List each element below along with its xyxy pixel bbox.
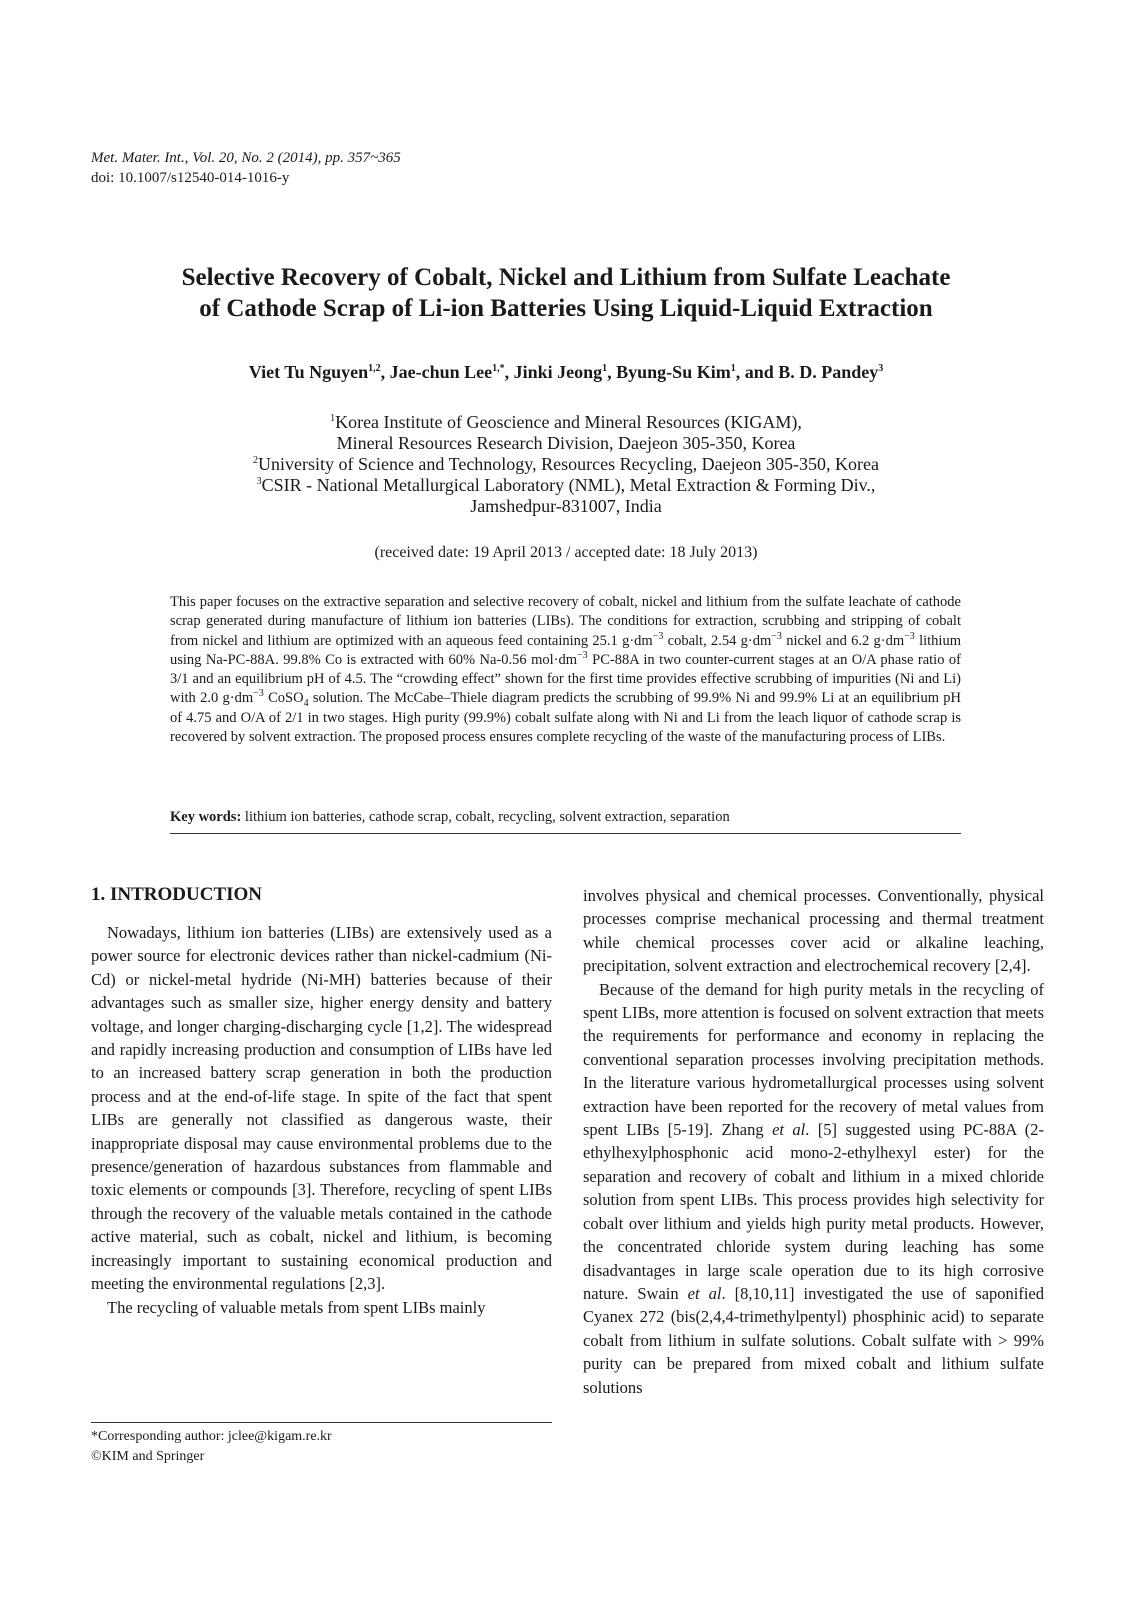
author-name: Viet Tu Nguyen bbox=[248, 362, 369, 382]
author-sep: , and bbox=[735, 362, 779, 382]
et-al: et al bbox=[687, 1283, 722, 1303]
affil-text: Korea Institute of Geoscience and Mineral Resources (KIGAM), bbox=[335, 412, 802, 432]
paper-title bbox=[60, 262, 1072, 324]
abstract-text: nickel and 6.2 g·dm bbox=[781, 632, 905, 649]
keywords bbox=[170, 808, 961, 827]
abstract-sup: −3 bbox=[771, 630, 782, 642]
affiliation-line bbox=[60, 454, 1072, 475]
right-column bbox=[583, 884, 1044, 1399]
abstract-sup: −3 bbox=[577, 650, 588, 662]
author-name: Byung-Su Kim bbox=[616, 362, 731, 382]
author-affil-mark: 1,2 bbox=[368, 363, 381, 374]
abstract-text: solution. The McCabe–Thiele diagram predicts the scrubbing of 99.9% Ni and 99.9% Li at an equilibrium pH of 4.75 and O/A of 2/1 in two stages. High purity (99.9%) cobalt sulfate along with Ni and Li from the leach liquor of cathode scrap is recovered by solvent extraction. The proposed process ensures complete recycling of the waste of the manufacturing process of LIBs. bbox=[170, 690, 962, 746]
et-al: et al bbox=[772, 1120, 806, 1140]
corresponding-author-note: *Corresponding author: jclee@kigam.re.kr bbox=[91, 1429, 332, 1444]
affiliations bbox=[60, 412, 1072, 517]
abstract-text: CoSO bbox=[263, 690, 304, 707]
left-column bbox=[91, 883, 552, 1319]
body-text: . [5] suggested using PC-88A (2-ethylhexylphosphonic acid mono-2-ethylhexyl ester) for the separation and recovery of cobalt and lithium in a mixed chloride solution from spent LIBs. This process provides high selectivity for cobalt over lithium and yields high purity metal products. However, the concentrated chloride system during leaching has some disadvantages in large scale operation due to its high corrosive nature. Swain bbox=[583, 1120, 1044, 1303]
author-affil-mark: 3 bbox=[878, 363, 884, 374]
affil-text: University of Science and Technology, Resources Recycling, Daejeon 305-350, Korea bbox=[257, 454, 880, 474]
abstract-text: cobalt, 2.54 g·dm bbox=[663, 632, 772, 649]
title-line: of Cathode Scrap of Li-ion Batteries Using Liquid-Liquid Extraction bbox=[199, 295, 933, 322]
doi: doi: 10.1007/s12540-014-1016-y bbox=[91, 170, 290, 186]
body-paragraph: The recycling of valuable metals from spent LIBs mainly bbox=[107, 1297, 486, 1317]
abstract-text: lithium using Na-PC-88A. 99.8% Co is extracted with 60% Na-0.56 mol·dm bbox=[170, 632, 961, 668]
abstract-sup: −3 bbox=[904, 630, 915, 642]
abstract-sub: 4 bbox=[303, 698, 309, 710]
affil-mark: 2 bbox=[252, 455, 258, 466]
author-list bbox=[60, 360, 1072, 384]
author-name: Jinki Jeong bbox=[513, 362, 603, 382]
keywords-text: lithium ion batteries, cathode scrap, cobalt, recycling, solvent extraction, separation bbox=[241, 809, 730, 825]
author-sep: , bbox=[607, 362, 617, 382]
author-sep: , bbox=[504, 362, 514, 382]
author-affil-mark: 1,* bbox=[492, 363, 505, 374]
affiliation-line bbox=[60, 433, 1072, 454]
affil-text: CSIR - National Metallurgical Laboratory (NML), Metal Extraction & Forming Div., bbox=[261, 475, 876, 495]
section-heading: 1. INTRODUCTION bbox=[91, 884, 263, 905]
affiliation-line bbox=[60, 496, 1072, 517]
journal-citation: Met. Mater. Int., Vol. 20, No. 2 (2014), pp. 357~365 bbox=[91, 150, 401, 166]
body-paragraph: Nowadays, lithium ion batteries (LIBs) are extensively used as a power source for electronic devices rather than nickel-cadmium (Ni-Cd) or nickel-metal hydride (Ni-MH) batteries because of their advantages such as smaller size, higher energy density and battery voltage, and longer charging-discharging cycle [1,2]. The widespread and rapidly increasing production and consumption of LIBs have led to an increased battery scrap generation in both the production process and at the end-of-life stage. In spite of the fact that spent LIBs are generally not classified as dangerous waste, their inappropriate disposal may cause environmental problems due to the presence/generation of hazardous substances from flammable and toxic elements or compounds [3]. Therefore, recycling of spent LIBs through the recovery of the valuable metals contained in the cathode active material, such as cobalt, nickel and lithium, is becoming increasingly important to sustaining economical production and meeting the environmental regulations [2,3]. bbox=[91, 923, 552, 1294]
affil-mark: 3 bbox=[256, 476, 262, 487]
abstract-text: PC-88A in two counter-current stages at an O/A phase ratio of 3/1 and an equilibrium pH of 4.5. The “crowding effect” shown for the first time provides effective scrubbing of impurities (Ni and Li) with 2.0 g·dm bbox=[170, 651, 961, 707]
footnotes bbox=[91, 1427, 332, 1466]
keywords-label: Key words: bbox=[170, 809, 242, 825]
journal-reference bbox=[91, 148, 401, 188]
body-text: . [8,10,11] investigated the use of saponified Cyanex 272 (bis(2,4,4-trimethylpentyl) phosphinic acid) to separate cobalt from lithium in sulfate solutions. Cobalt sulfate with > 99% purity can be prepared from mixed cobalt and lithium sulfate solutions bbox=[583, 1283, 1044, 1397]
affil-mark: 1 bbox=[330, 413, 336, 424]
affiliation-line bbox=[60, 412, 1072, 433]
affiliation-line bbox=[60, 475, 1072, 496]
abstract-text: This paper focuses on the extractive separation and selective recovery of cobalt, nickel and lithium from the sulfate leachate of cathode scrap generated during manufacture of lithium ion batteries (LIBs). The conditions for extraction, scrubbing and stripping of cobalt from nickel and lithium are optimized with an aqueous feed containing 25.1 g·dm bbox=[170, 594, 961, 649]
received-accepted-dates: (received date: 19 April 2013 / accepted date: 18 July 2013) bbox=[374, 544, 758, 561]
abstract-sup: −3 bbox=[652, 630, 664, 642]
affil-text: Mineral Resources Research Division, Daejeon 305-350, Korea bbox=[336, 433, 796, 453]
abstract bbox=[170, 593, 961, 747]
copyright-note: ©KIM and Springer bbox=[91, 1448, 205, 1464]
keywords-divider bbox=[170, 833, 961, 834]
body-paragraph: involves physical and chemical processes. Conventionally, physical processes comprise mechanical processing and thermal treatment while chemical processes cover acid or alkaline leaching, precipitation, solvent extraction and electrochemical recovery [2,4]. bbox=[583, 886, 1044, 976]
author-affil-mark: 1 bbox=[602, 363, 608, 374]
author-sep: , bbox=[380, 362, 390, 382]
body-paragraph bbox=[583, 978, 1044, 1399]
author-name: B. D. Pandey bbox=[778, 362, 879, 382]
author-name: Jae-chun Lee bbox=[389, 362, 493, 382]
body-text: Because of the demand for high purity metals in the recycling of spent LIBs, more attention is focused on solvent extraction that meets the requirements for performance and economy in replacing the conventional separation processes involving precipitation methods. In the literature various hydrometallurgical processes using solvent extraction have been reported for the recovery of metal values from spent LIBs [5-19]. Zhang bbox=[583, 979, 1044, 1140]
footnote-divider bbox=[91, 1422, 552, 1423]
affil-text: Jamshedpur-831007, India bbox=[470, 496, 662, 516]
title-line: Selective Recovery of Cobalt, Nickel and Lithium from Sulfate Leachate bbox=[181, 264, 951, 291]
abstract-sup: −3 bbox=[253, 688, 264, 700]
author-affil-mark: 1 bbox=[730, 363, 736, 374]
